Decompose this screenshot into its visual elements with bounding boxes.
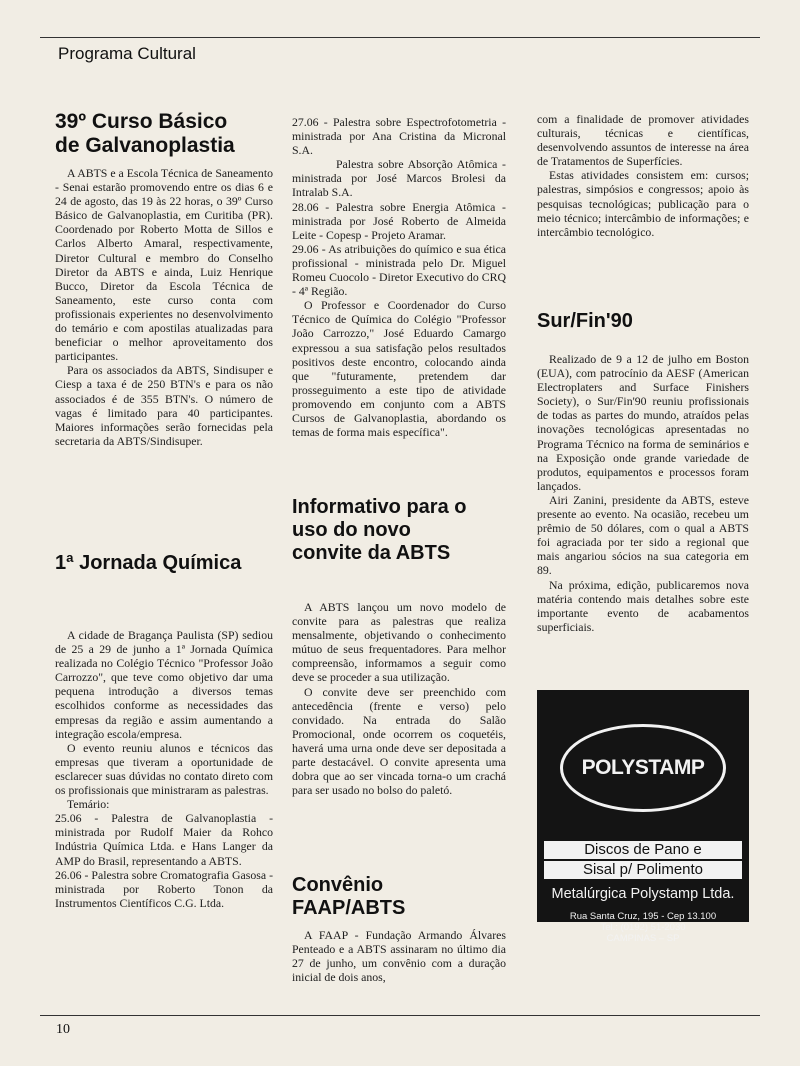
- paragraph: A cidade de Bragança Paulista (SP) sediou de 25 a 29 de junho a 1ª Jornada Química realizada no Colégio Técnico "Professor João Carrozzo", que teve como objetivo dar uma pequena introdução a diversos temas escolhidos conforme as necessidades das empresas da região e assim aumentando a integração escola/empresa.: [55, 628, 273, 741]
- paragraph: A FAAP - Fundação Armando Álvares Penteado e a ABTS assinaram no último dia 27 de junho, um convênio com a duração inicial de dois anos,: [292, 928, 506, 985]
- paragraph: O convite deve ser preenchido com antecedência (frente e verso) pelo convidado. Na entrada do Salão Promocional, onde ocorrem os coquetéis, haverá uma urna onde deve ser depositada a parte destacável. O convite apresenta uma dobra que ao ser vincada torna-o um crachá para ser usado no bolso do paletó.: [292, 684, 506, 798]
- paragraph: Palestra sobre Absorção Atômica - ministrada por José Marcos Brolesi da Intralab S.A.: [292, 157, 506, 200]
- section-title: Programa Cultural: [58, 44, 196, 63]
- ad-contact: [537, 911, 749, 944]
- ad-company-name: Metalúrgica Polystamp Ltda.: [551, 886, 735, 902]
- paragraph: 29.06 - As atribuições do químico e sua ética profissional - ministrada pelo Dr. Miguel Romeu Cuocolo - Diretor Executivo do CRQ - 4ª Região.: [292, 241, 506, 299]
- paragraph: 28.06 - Palestra sobre Energia Atômica - ministrada por José Roberto de Almeida Leite - Copesp - Projeto Aramar.: [292, 199, 506, 242]
- header-rule: [40, 37, 760, 38]
- article-convenio: [292, 928, 506, 984]
- paragraph: O Professor e Coordenador do Curso Técnico de Química do Colégio "Professor João Carrozzo," José Eduardo Camargo expressou a sua satisfação pelos resultados positivos deste encontro, colocando ainda que "futuramente, pretendem dar prosseguimento a este tipo de atividade promovendo em conjunto com a ABTS Cursos de Galvanoplastia, abordando os temas de forma mais específica".: [292, 298, 506, 440]
- footer-rule: [40, 1015, 760, 1016]
- paragraph: O evento reuniu alunos e técnicos das empresas que tiveram a oportunidade de esclarecer suas dúvidas no contato direto com os profissionais que ministraram as palestras.: [55, 740, 273, 798]
- ad-city: CAMPINAS – SP: [606, 933, 680, 944]
- paragraph: com a finalidade de promover atividades culturais, técnicas e científicas, desenvolvendo assuntos de interesse na área de Tratamentos de Superfícies.: [537, 112, 749, 169]
- paragraph: 27.06 - Palestra sobre Espectrofotometria - ministrada por Ana Cristina da Micronal S.A.: [292, 115, 506, 158]
- heading-convenio-faap: Convênio FAAP/ABTS: [292, 874, 406, 919]
- paragraph: Na próxima, edição, publicaremos nova matéria contendo mais detalhes sobre este importante evento de acabamentos superficiais.: [537, 577, 749, 634]
- ad-product-bars: [543, 840, 743, 880]
- polystamp-advertisement: [537, 690, 749, 944]
- heading-curso-galvanoplastia: 39º Curso Básico de Galvanoplastia: [55, 110, 235, 157]
- ad-product-line-2: Sisal p/ Polimento: [543, 860, 743, 880]
- ad-product-line-1: Discos de Pano e: [543, 840, 743, 860]
- ad-phone: Tel.: (0192) 51-2030: [600, 922, 686, 933]
- paragraph: Realizado de 9 a 12 de julho em Boston (EUA), com patrocínio da AESF (American Electroplaters and Surface Finishers Society), o Sur/Fin'90 reuniu profissionais de todas as partes do mundo, atraídos pelas inovações tecnológicas apresentadas no Programa Técnico na forma de seminários e na Exposição onde grande variedade de produtos, equipamentos e processos foram lançados.: [537, 352, 749, 493]
- paragraph: 25.06 - Palestra de Galvanoplastia - ministrada por Rudolf Maier da Rohco Indústria Química Ltda. e Hans Langer da AMP do Brasil, representando a ABTS.: [55, 811, 273, 868]
- heading-surfin: Sur/Fin'90: [537, 310, 633, 332]
- article-surfin: [537, 352, 749, 634]
- paragraph: Estas atividades consistem em: cursos; palestras, simpósios e congressos; apoio às pesquisas tecnológicas; publicação para o meio técnico; intercâmbio de informações; e intercâmbio tecnológico.: [537, 168, 749, 239]
- article-convite: [292, 600, 506, 797]
- article-jornada: [55, 628, 273, 910]
- paragraph: Temário:: [67, 797, 110, 812]
- paragraph: A ABTS e a Escola Técnica de Saneamento - Senai estarão promovendo entre os dias 6 e 24 de agosto, das 19 às 22 horas, o 39º Curso Básico de Galvanoplastia, em Curitiba (PR). Coordenado por Roberto Motta de Sillos e Carlos Alberto Amaral, respectivamente, Diretor Cultural e membro do Conselho Diretor da ABTS e ainda, Luiz Henrique Bucco, Diretor da Escola Técnica de Saneamento, este curso conta com profissionais experientes no desenvolvimento do temário e com apostilas atualizadas para beneficiar o melhor aproveitamento dos participantes.: [55, 166, 273, 364]
- article-convenio-continued: [537, 112, 749, 239]
- polystamp-logo: POLYSTAMP: [560, 724, 726, 812]
- article-jornada-continued: [292, 115, 506, 439]
- page-number: 10: [56, 1022, 70, 1037]
- heading-informativo-convite: Informativo para o uso do novo convite da ABTS: [292, 496, 467, 564]
- ad-address: Rua Santa Cruz, 195 - Cep 13.100: [569, 911, 717, 922]
- paragraph: 26.06 - Palestra sobre Cromatografia Gasosa - ministrada por Roberto Tonon da Instrumentos Científicos C.G. Ltda.: [55, 867, 273, 910]
- article-curso: [55, 166, 273, 448]
- paragraph: Para os associados da ABTS, Sindisuper e Ciesp a taxa é de 250 BTN's e para os não associados é de 355 BTN's. O número de vagas é limitado para 40 participantes. Maiores informações serão fornecidas pela secretaria da ABTS/Sindisuper.: [55, 363, 273, 448]
- paragraph: A ABTS lançou um novo modelo de convite para as palestras que realiza mensalmente, objetivando o conhecimento mútuo de seus frequentadores. Para melhor compreensão, informamos a seguir como deve se proceder a sua utilização.: [292, 600, 506, 685]
- heading-jornada-quimica: 1ª Jornada Química: [55, 552, 242, 574]
- paragraph: Airi Zanini, presidente da ABTS, esteve presente ao evento. Na ocasião, recebeu um prêmio de 50 dólares, com o qual a ABTS foi agraciada por ter sido a regional que mais angariou sócios na sua categoria em 89.: [537, 492, 749, 578]
